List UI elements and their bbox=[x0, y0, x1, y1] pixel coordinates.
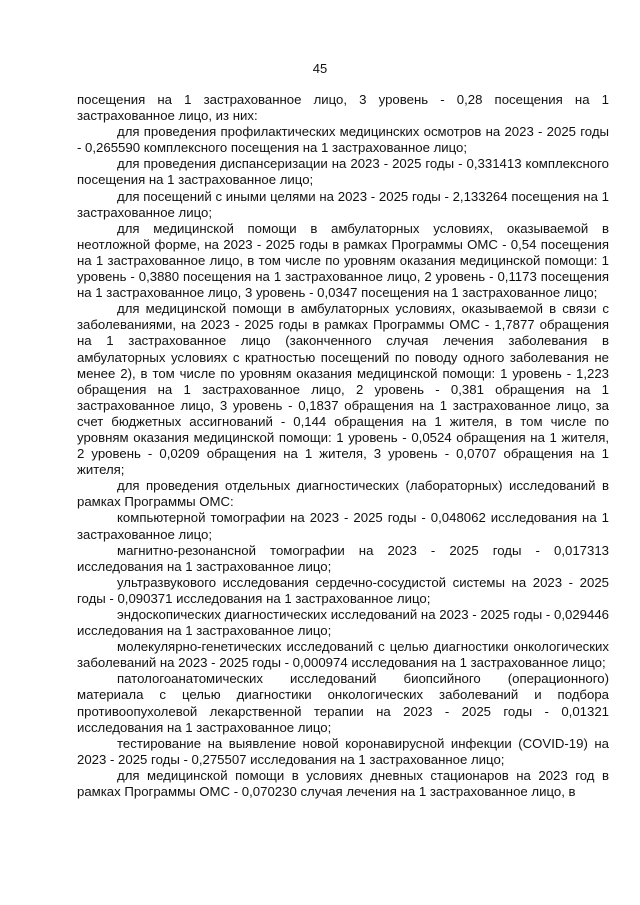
paragraph-2: для проведения профилактических медицинских осмотров на 2023 - 2025 годы - 0,265590 комплексного посещения на 1 застрахованное лицо; bbox=[77, 124, 609, 156]
paragraph-15: для медицинской помощи в условиях дневных стационаров на 2023 год в рамках Программы ОМС - 0,070230 случая лечения на 1 застрахованное лицо, в bbox=[77, 767, 609, 800]
paragraph-3: для проведения диспансеризации на 2023 - 2025 годы - 0,331413 комплексного посещения на 1 застрахованное лицо; bbox=[77, 156, 609, 188]
paragraph-11: эндоскопических диагностических исследований на 2023 - 2025 годы - 0,029446 исследования на 1 застрахованное лицо; bbox=[77, 607, 609, 639]
page-number: 45 bbox=[312, 61, 328, 76]
document-body bbox=[77, 92, 609, 800]
paragraph-13: патологоанатомических исследований биопсийного (операционного) материала с целью диагностики онкологических заболеваний и подбора противоопухолевой лекарственной терапии на 2023 - 2025 годы - 0,01321 исследования на 1 застрахованное лицо; bbox=[77, 671, 609, 735]
paragraph-4: для посещений с иными целями на 2023 - 2025 годы - 2,133264 посещения на 1 застрахованное лицо; bbox=[77, 188, 609, 220]
paragraph-10: ультразвукового исследования сердечно-сосудистой системы на 2023 - 2025 годы - 0,090371 исследования на 1 застрахованное лицо; bbox=[77, 574, 609, 606]
paragraph-5: для медицинской помощи в амбулаторных условиях, оказываемой в неотложной форме, на 2023 - 2025 годы в рамках Программы ОМС - 0,54 посещения на 1 застрахованное лицо, в том числе по уровням оказания медицинской помощи: 1 уровень - 0,3880 посещения на 1 застрахованное лицо, 2 уровень - 0,1173 посещения на 1 застрахованное лицо, 3 уровень - 0,0347 посещения на 1 застрахованное лицо; bbox=[77, 220, 609, 301]
paragraph-1: посещения на 1 застрахованное лицо, 3 уровень - 0,28 посещения на 1 застрахованное лицо, из них: bbox=[77, 92, 609, 124]
paragraph-14: тестирование на выявление новой коронавирусной инфекции (COVID-19) на 2023 - 2025 годы - 0,275507 исследования на 1 застрахованное лицо; bbox=[77, 735, 609, 767]
paragraph-6: для медицинской помощи в амбулаторных условиях, оказываемой в связи с заболеваниями, на 2023 - 2025 годы в рамках Программы ОМС - 1,7877 обращения на 1 застрахованное лицо (законченного случая лечения заболевания в амбулаторных условиях с кратностью посещений по поводу одного заболевания не менее 2), в том числе по уровням оказания медицинской помощи: 1 уровень - 1,223 обращения на 1 застрахованное лицо, 2 уровень - 0,381 обращения на 1 застрахованное лицо, 3 уровень - 0,1837 обращения на 1 застрахованное лицо, за счет бюджетных ассигнований - 0,144 обращения на 1 жителя, в том числе по уровням оказания медицинской помощи: 1 уровень - 0,0524 обращения на 1 жителя, 2 уровень - 0,0209 обращения на 1 жителя, 3 уровень - 0,0707 обращения на 1 жителя; bbox=[77, 301, 609, 478]
paragraph-12: молекулярно-генетических исследований с целью диагностики онкологических заболеваний на 2023 - 2025 годы - 0,000974 исследования на 1 застрахованное лицо; bbox=[77, 639, 609, 671]
paragraph-7: для проведения отдельных диагностических (лабораторных) исследований в рамках Программы ОМС: bbox=[77, 478, 609, 510]
paragraph-9: магнитно-резонансной томографии на 2023 - 2025 годы - 0,017313 исследования на 1 застрахованное лицо; bbox=[77, 542, 609, 574]
paragraph-8: компьютерной томографии на 2023 - 2025 годы - 0,048062 исследования на 1 застрахованное лицо; bbox=[77, 510, 609, 542]
